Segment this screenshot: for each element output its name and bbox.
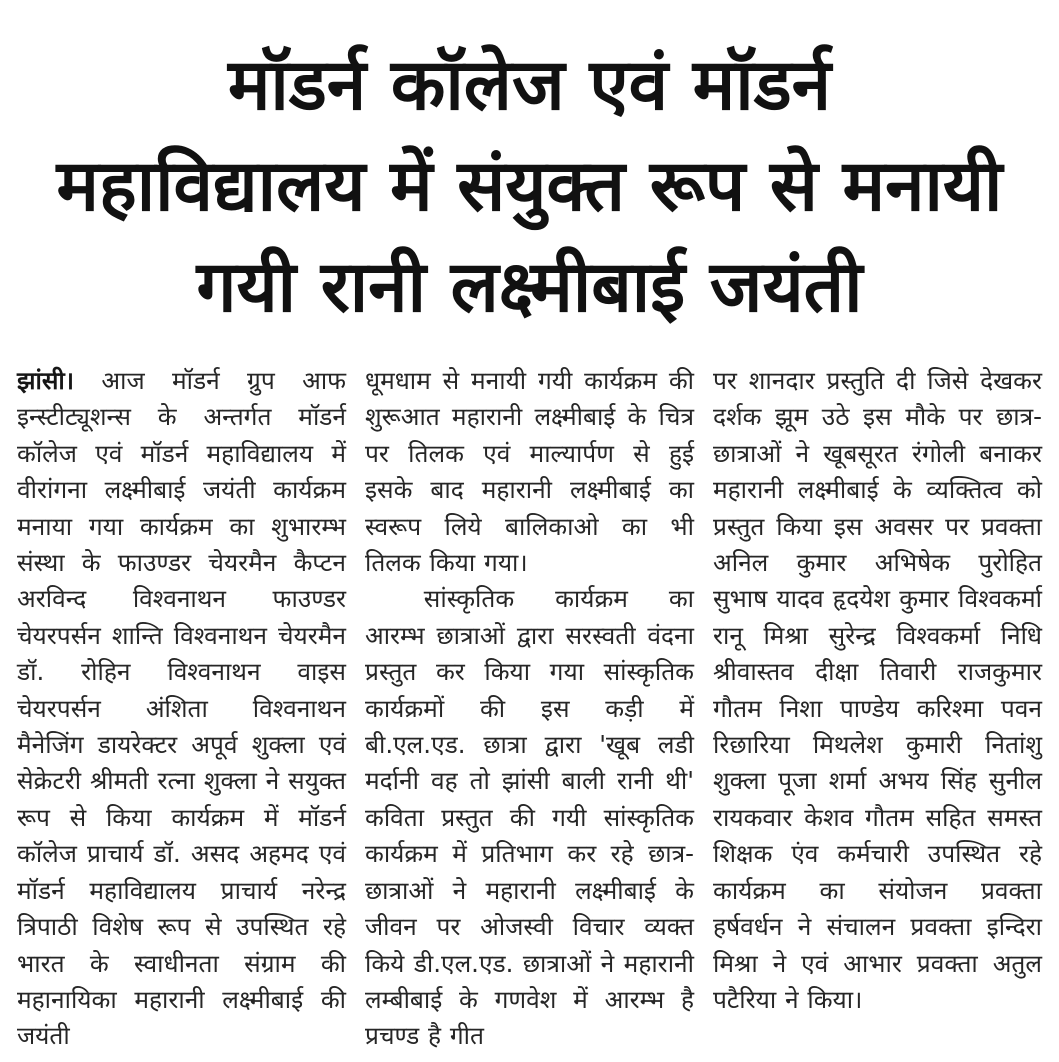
article-body bbox=[0, 337, 1059, 1055]
headline-line-2: महाविद्यालय में संयुक्त रूप से मनायी bbox=[56, 144, 1003, 227]
article-column-1 bbox=[17, 363, 346, 1055]
paragraph-lead bbox=[17, 363, 346, 1055]
paragraph-lead-text: आज मॉडर्न ग्रुप आफ इन्स्टीट्यूशन्स के अन्तर्गत मॉडर्न कॉलेज एवं मॉडर्न महाविद्यालय में वीरांगना लक्ष्मीबाई जयंती कार्यक्रम मनाया गया कार्यक्रम का शुभारम्भ संस्था के फाउण्डर चेयरमैन कैप्टन अरविन्द विश्वनाथन फाउण्डर चेयरपर्सन शान्ति विश्वनाथन चेयरमैन डॉ. रोहिन विश्वनाथन वाइस चेयरपर्सन अंशिता विश्वनाथन मैनेजिंग डायरेक्टर अपूर्व शुक्ला एवं सेक्रेटरी श्रीमती रत्ना शुक्ला ने सयुक्त रूप से किया कार्यक्रम में मॉडर्न कॉलेज प्राचार्य डॉ. असद अहमद एवं मॉडर्न महाविद्यालय प्राचार्य नरेन्द्र त्रिपाठी विशेष रूप से उपस्थित रहे भारत के स्वाधीनता संग्राम की महानायिका महारानी लक्ष्मीबाई की जयंती bbox=[17, 366, 346, 1051]
headline-line-1: मॉडर्न कॉलेज एवं मॉडर्न bbox=[227, 43, 832, 126]
article-column-2 bbox=[365, 363, 694, 1055]
paragraph-cultural-program: सांस्कृतिक कार्यक्रम का आरम्भ छात्राओं द्वारा सरस्वती वंदना प्रस्तुत कर किया गया सांस्कृतिक कार्यक्रमों की इस कड़ी में बी.एल.एड. छात्रा द्वारा 'खूब लडी मर्दानी वह तो झांसी बाली रानी थी' कविता प्रस्तुत की गयी सांस्कृतिक कार्यक्रम में प्रतिभाग कर रहे छात्र-छात्राओं ने महारानी लक्ष्मीबाई के जीवन पर ओजस्वी विचार व्यक्त किये डी.एल.एड. छात्राओं ने महारानी लम्बीबाई के गणवेश में आरम्भ है प्रचण्ड है गीत bbox=[365, 584, 694, 1051]
article-column-3 bbox=[713, 363, 1042, 1055]
headline-line-3: गयी रानी लक्ष्मीबाई जयंती bbox=[196, 245, 863, 328]
dateline: झांसी। bbox=[17, 366, 75, 395]
headline bbox=[0, 0, 1059, 337]
paragraph-cultural-program-continuation: पर शानदार प्रस्तुति दी जिसे देखकर दर्शक झूम उठे इस मौके पर छात्र-छात्राओं ने खूबसूरत रंगोली बनाकर महारानी लक्ष्मीबाई के व्यक्तित्व को प्रस्तुत किया इस अवसर पर प्रवक्ता अनिल कुमार अभिषेक पुरोहित सुभाष यादव हृदयेश कुमार विश्वकर्मा रानू मिश्रा सुरेन्द्र विश्वकर्मा निधि श्रीवास्तव दीक्षा तिवारी राजकुमार गौतम निशा पाण्डेय करिश्मा पवन रिछारिया मिथलेश कुमारी नितांशु शुक्ला पूजा शर्मा अभय सिंह सुनील रायकवार केशव गौतम सहित समस्त शिक्षक एंव कर्मचारी उपस्थित रहे कार्यक्रम का संयोजन प्रवक्ता हर्षवर्धन ने संचालन प्रवक्ता इन्दिरा मिश्रा ने एवं आभार प्रवक्ता अतुल पटैरिया ने किया। bbox=[713, 366, 1042, 1014]
paragraph-lead-continuation: धूमधाम से मनायी गयी कार्यक्रम की शुरूआत महारानी लक्ष्मीबाई के चित्र पर तिलक एवं माल्यार्पण से हुई इसके बाद महारानी लक्ष्मीबाई का स्वरूप लिये बालिकाओ का भी तिलक किया गया। bbox=[365, 366, 694, 578]
